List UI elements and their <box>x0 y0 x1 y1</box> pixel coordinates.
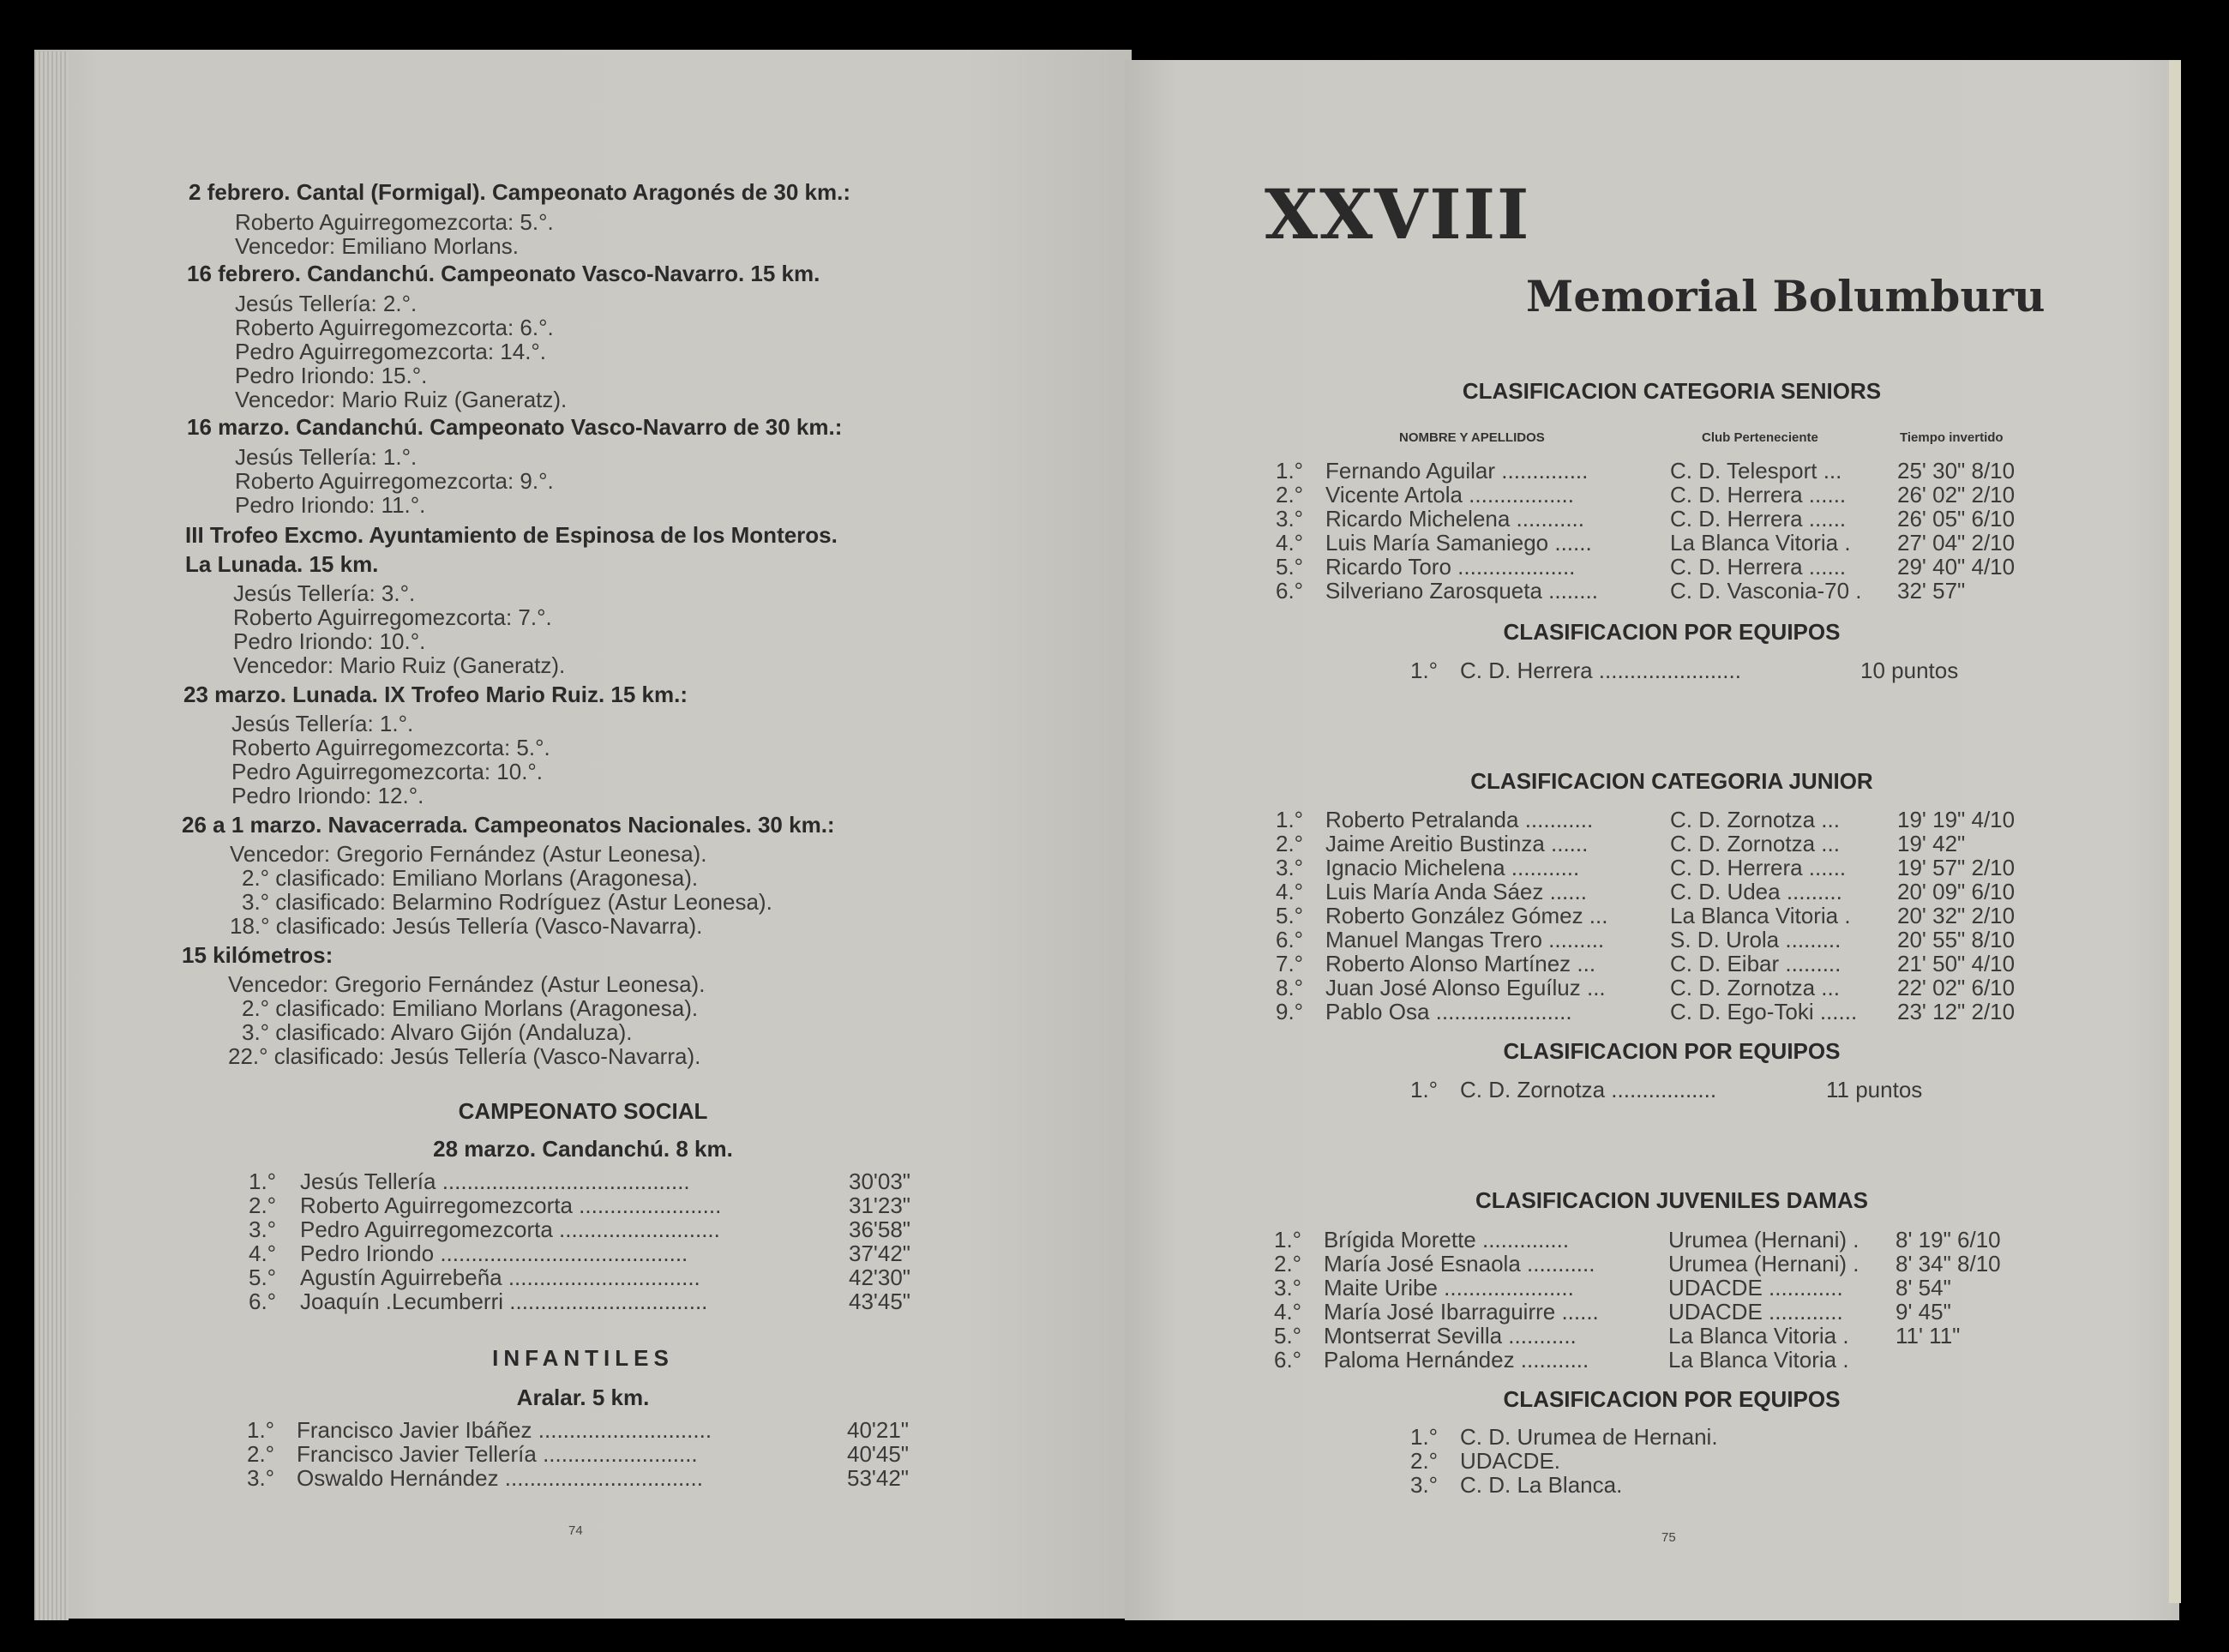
club-cell: C. D. Herrera ...... <box>1670 855 1847 880</box>
position-cell: 4.° <box>1274 1299 1302 1325</box>
points-cell: 10 puntos <box>1860 658 1959 683</box>
table-row <box>249 1265 926 1289</box>
position-cell: 4.° <box>1276 530 1304 556</box>
junior-teams-title: CLASIFICACION POR EQUIPOS <box>1503 1038 1841 1064</box>
position-cell: 2.° <box>1410 1448 1439 1474</box>
table-row <box>249 1169 926 1193</box>
name-cell: Francisco Javier Tellería ......................... <box>297 1441 698 1467</box>
table-row <box>1276 507 2047 531</box>
table-row <box>1276 976 2047 1000</box>
name-cell: María José Esnaola ........... <box>1324 1251 1595 1277</box>
result-line: Roberto Aguirregomezcorta: 9.°. <box>235 468 554 494</box>
table-row <box>249 1217 926 1241</box>
time-cell: 23' 12" 2/10 <box>1897 999 2016 1024</box>
name-cell: Pedro Iriondo ........................................ <box>300 1241 688 1266</box>
club-cell: C. D. Ego-Toki ...... <box>1670 999 1858 1024</box>
table-row <box>249 1241 926 1265</box>
event-heading: 23 marzo. Lunada. IX Trofeo Mario Ruiz. 15 km.: <box>183 682 688 707</box>
club-cell: La Blanca Vitoria . <box>1670 530 1851 556</box>
result-line: Jesús Tellería: 3.°. <box>233 580 416 606</box>
time-cell: 21' 50" 4/10 <box>1897 951 2016 976</box>
result-line: Vencedor: Gregorio Fernández (Astur Leonesa). <box>228 971 706 997</box>
time-cell: 42'30" <box>849 1265 911 1290</box>
position-cell: 7.° <box>1276 951 1304 976</box>
time-cell: 22' 02" 6/10 <box>1897 975 2016 1000</box>
position-cell: 6.° <box>1276 578 1304 604</box>
table-row <box>247 1418 924 1442</box>
seniors-results-table <box>1276 459 2047 603</box>
time-cell: 37'42" <box>849 1241 911 1266</box>
position-cell: 8.° <box>1276 975 1304 1000</box>
junior-results-table <box>1276 808 2047 1024</box>
position-cell: 6.° <box>1276 927 1304 952</box>
table-row <box>1276 856 2047 880</box>
result-line: Roberto Aguirregomezcorta: 5.°. <box>235 209 554 235</box>
time-cell: 30'03" <box>849 1168 911 1194</box>
table-row <box>1410 1078 2010 1102</box>
time-cell: 25' 30" 8/10 <box>1897 458 2016 484</box>
seniors-teams-table <box>1410 658 2010 682</box>
seniors-teams-title: CLASIFICACION POR EQUIPOS <box>1503 619 1841 645</box>
table-row <box>1276 928 2047 952</box>
position-cell: 2.° <box>249 1192 277 1218</box>
club-cell: C. D. Vasconia-70 . <box>1670 578 1862 604</box>
name-cell: Maite Uribe ..................... <box>1324 1275 1574 1301</box>
right-page-number: 75 <box>1661 1530 1676 1545</box>
table-row <box>1274 1300 2046 1324</box>
team-name-cell: C. D. Zornotza ................. <box>1460 1077 1717 1102</box>
club-cell: C. D. Eibar ......... <box>1670 951 1841 976</box>
club-cell: C. D. Herrera ...... <box>1670 506 1847 532</box>
memorial-title: Memorial Bolumburu <box>1526 271 2046 321</box>
time-cell: 26' 02" 2/10 <box>1897 482 2016 508</box>
table-row <box>1276 531 2047 555</box>
table-row <box>1276 880 2047 904</box>
time-cell: 19' 42" <box>1897 831 1966 856</box>
name-cell: Manuel Mangas Trero ......... <box>1325 927 1605 952</box>
table-row <box>1410 1449 2010 1473</box>
position-cell: 3.° <box>247 1465 275 1491</box>
club-cell: C. D. Zornotza ... <box>1670 807 1840 832</box>
left-page-number: 74 <box>568 1523 583 1538</box>
name-cell: Joaquín .Lecumberri ................................ <box>300 1289 708 1314</box>
table-row <box>1410 1425 2010 1449</box>
name-cell: Fernando Aguilar .............. <box>1325 458 1589 484</box>
event-heading: III Trofeo Excmo. Ayuntamiento de Espinosa de los Monteros. <box>185 522 838 548</box>
club-cell: UDACDE ............ <box>1668 1275 1843 1301</box>
position-cell: 3.° <box>1276 506 1304 532</box>
result-line: 2.° clasificado: Emiliano Morlans (Aragonesa). <box>242 995 699 1021</box>
event-heading: 16 febrero. Candanchú. Campeonato Vasco-Navarro. 15 km. <box>187 261 820 286</box>
position-cell: 3.° <box>1410 1472 1439 1498</box>
result-line: Jesús Tellería: 2.°. <box>235 291 418 316</box>
name-cell: Roberto Petralanda ........... <box>1325 807 1594 832</box>
position-cell: 3.° <box>1276 855 1304 880</box>
col-header-time: Tiempo invertido <box>1900 430 2004 445</box>
time-cell: 8' 34" 8/10 <box>1896 1251 2001 1277</box>
position-cell: 1.° <box>1410 1424 1439 1450</box>
result-line: 3.° clasificado: Belarmino Rodríguez (Astur Leonesa). <box>242 889 772 915</box>
table-row <box>1276 808 2047 832</box>
result-line: Vencedor: Gregorio Fernández (Astur Leonesa). <box>230 841 707 867</box>
club-cell: C. D. Udea ......... <box>1670 879 1842 904</box>
damas-teams-title: CLASIFICACION POR EQUIPOS <box>1503 1386 1841 1412</box>
position-cell: 1.° <box>247 1417 275 1443</box>
table-row <box>1274 1276 2046 1300</box>
time-cell: 32' 57" <box>1897 578 1966 604</box>
team-name-cell: C. D. Urumea de Hernani. <box>1460 1424 1718 1450</box>
name-cell: Francisco Javier Ibáñez ............................ <box>297 1417 712 1443</box>
result-line: Jesús Tellería: 1.°. <box>231 711 414 736</box>
position-cell: 4.° <box>249 1241 277 1266</box>
name-cell: Vicente Artola ................. <box>1325 482 1574 508</box>
time-cell: 43'45" <box>849 1289 911 1314</box>
right-page-edge <box>2169 60 2181 1603</box>
damas-title: CLASIFICACION JUVENILES DAMAS <box>1475 1187 1868 1213</box>
table-row <box>247 1442 924 1466</box>
time-cell: 8' 54" <box>1896 1275 1951 1301</box>
left-page-edge-stack <box>34 51 69 1620</box>
result-line: Pedro Iriondo: 11.°. <box>235 492 426 518</box>
club-cell: C. D. Herrera ...... <box>1670 554 1847 580</box>
time-cell: 36'58" <box>849 1216 911 1242</box>
position-cell: 1.° <box>1410 1077 1439 1102</box>
event-heading: 15 kilómetros: <box>182 942 333 968</box>
name-cell: Ignacio Michelena ........... <box>1325 855 1580 880</box>
table-row <box>1276 459 2047 483</box>
time-cell: 40'45" <box>847 1441 910 1467</box>
time-cell: 40'21" <box>847 1417 910 1443</box>
social-results-table <box>249 1169 926 1313</box>
position-cell: 5.° <box>1274 1323 1302 1349</box>
table-row <box>1276 555 2047 579</box>
time-cell: 9' 45" <box>1896 1299 1951 1325</box>
table-row <box>1276 579 2047 603</box>
name-cell: Luis María Anda Sáez ...... <box>1325 879 1587 904</box>
result-line: Roberto Aguirregomezcorta: 5.°. <box>231 735 550 760</box>
club-cell: La Blanca Vitoria . <box>1668 1323 1849 1349</box>
infantiles-title: INFANTILES <box>492 1345 674 1371</box>
event-heading: 2 febrero. Cantal (Formigal). Campeonato Aragonés de 30 km.: <box>189 179 850 205</box>
result-line: 18.° clasificado: Jesús Tellería (Vasco-Navarra). <box>230 913 703 939</box>
position-cell: 2.° <box>247 1441 275 1467</box>
club-cell: S. D. Urola ......... <box>1670 927 1841 952</box>
result-line: Pedro Iriondo: 12.°. <box>231 783 424 808</box>
team-name-cell: UDACDE. <box>1460 1448 1561 1474</box>
result-line: Vencedor: Mario Ruiz (Ganeratz). <box>235 387 568 412</box>
time-cell: 11' 11" <box>1896 1323 1961 1349</box>
event-heading: La Lunada. 15 km. <box>185 551 379 577</box>
position-cell: 5.° <box>1276 554 1304 580</box>
time-cell: 19' 19" 4/10 <box>1897 807 2016 832</box>
position-cell: 1.° <box>249 1168 277 1194</box>
table-row <box>247 1466 924 1490</box>
time-cell: 53'42" <box>847 1465 910 1491</box>
position-cell: 3.° <box>1274 1275 1302 1301</box>
time-cell: 20' 09" 6/10 <box>1897 879 2016 904</box>
infantiles-results-table <box>247 1418 924 1490</box>
junior-teams-table <box>1410 1078 2010 1102</box>
position-cell: 6.° <box>1274 1347 1302 1373</box>
position-cell: 2.° <box>1276 482 1304 508</box>
result-line: 22.° clasificado: Jesús Tellería (Vasco-Navarra). <box>228 1043 701 1069</box>
position-cell: 2.° <box>1276 831 1304 856</box>
table-row <box>1274 1252 2046 1276</box>
result-line: 3.° clasificado: Alvaro Gijón (Andaluza). <box>242 1019 633 1045</box>
result-line: Vencedor: Emiliano Morlans. <box>235 233 519 259</box>
damas-teams-table <box>1410 1425 2010 1497</box>
result-line: Roberto Aguirregomezcorta: 7.°. <box>233 604 552 630</box>
col-header-name: NOMBRE Y APELLIDOS <box>1399 430 1545 445</box>
table-row <box>1276 952 2047 976</box>
table-row <box>1276 832 2047 856</box>
name-cell: Brígida Morette .............. <box>1324 1227 1570 1253</box>
name-cell: Silveriano Zarosqueta ........ <box>1325 578 1598 604</box>
name-cell: Ricardo Toro ................... <box>1325 554 1576 580</box>
name-cell: Roberto Aguirregomezcorta ....................... <box>300 1192 722 1218</box>
name-cell: Juan José Alonso Eguíluz ... <box>1325 975 1606 1000</box>
position-cell: 2.° <box>1274 1251 1302 1277</box>
club-cell: C. D. Herrera ...... <box>1670 482 1847 508</box>
club-cell: C. D. Telesport ... <box>1670 458 1842 484</box>
name-cell: Pablo Osa ...................... <box>1325 999 1572 1024</box>
name-cell: Jesús Tellería ........................................ <box>300 1168 690 1194</box>
table-row <box>1274 1228 2046 1252</box>
position-cell: 4.° <box>1276 879 1304 904</box>
points-cell: 11 puntos <box>1826 1077 1923 1102</box>
table-row <box>249 1289 926 1313</box>
name-cell: Roberto Alonso Martínez ... <box>1325 951 1596 976</box>
table-row <box>1274 1348 2046 1372</box>
position-cell: 1.° <box>1276 807 1304 832</box>
position-cell: 1.° <box>1410 658 1439 683</box>
club-cell: Urumea (Hernani) . <box>1668 1251 1860 1277</box>
seniors-title: CLASIFICACION CATEGORIA SENIORS <box>1462 378 1882 404</box>
result-line: Vencedor: Mario Ruiz (Ganeratz). <box>233 652 566 678</box>
position-cell: 1.° <box>1276 458 1304 484</box>
table-row <box>1274 1324 2046 1348</box>
social-subtitle: 28 marzo. Candanchú. 8 km. <box>433 1136 733 1162</box>
name-cell: Luis María Samaniego ...... <box>1325 530 1592 556</box>
name-cell: Oswaldo Hernández ................................ <box>297 1465 703 1491</box>
time-cell: 27' 04" 2/10 <box>1897 530 2016 556</box>
result-line: Pedro Iriondo: 10.°. <box>233 628 426 654</box>
event-heading: 16 marzo. Candanchú. Campeonato Vasco-Navarro de 30 km.: <box>187 414 843 440</box>
table-row <box>1276 1000 2047 1024</box>
time-cell: 20' 55" 8/10 <box>1897 927 2016 952</box>
result-line: Jesús Tellería: 1.°. <box>235 444 418 470</box>
result-line: Pedro Iriondo: 15.°. <box>235 363 428 388</box>
result-line: Pedro Aguirregomezcorta: 10.°. <box>231 759 544 784</box>
position-cell: 3.° <box>249 1216 277 1242</box>
team-name-cell: C. D. Herrera ....................... <box>1460 658 1741 683</box>
time-cell: 19' 57" 2/10 <box>1897 855 2016 880</box>
col-header-club: Club Perteneciente <box>1702 430 1818 445</box>
club-cell: La Blanca Vitoria . <box>1668 1347 1849 1373</box>
name-cell: Pedro Aguirregomezcorta .......................... <box>300 1216 720 1242</box>
table-row <box>1276 904 2047 928</box>
position-cell: 5.° <box>1276 903 1304 928</box>
result-line: 2.° clasificado: Emiliano Morlans (Aragonesa). <box>242 865 699 891</box>
name-cell: Montserrat Sevilla ........... <box>1324 1323 1577 1349</box>
club-cell: La Blanca Vitoria . <box>1670 903 1851 928</box>
table-row <box>1410 658 2010 682</box>
position-cell: 9.° <box>1276 999 1304 1024</box>
time-cell: 29' 40" 4/10 <box>1897 554 2016 580</box>
name-cell: Paloma Hernández ........... <box>1324 1347 1589 1373</box>
result-line: Roberto Aguirregomezcorta: 6.°. <box>235 315 554 340</box>
table-row <box>1410 1473 2010 1497</box>
infantiles-subtitle: Aralar. 5 km. <box>516 1385 650 1410</box>
time-cell: 31'23" <box>849 1192 911 1218</box>
chapter-roman-numeral: XXVIII <box>1265 174 1531 255</box>
damas-results-table <box>1274 1228 2046 1372</box>
position-cell: 1.° <box>1274 1227 1302 1253</box>
position-cell: 5.° <box>249 1265 277 1290</box>
name-cell: Agustín Aguirrebeña ............................... <box>300 1265 700 1290</box>
time-cell: 26' 05" 6/10 <box>1897 506 2016 532</box>
event-heading: 26 a 1 marzo. Navacerrada. Campeonatos Nacionales. 30 km.: <box>182 812 835 838</box>
club-cell: C. D. Zornotza ... <box>1670 975 1840 1000</box>
table-row <box>249 1193 926 1217</box>
club-cell: Urumea (Hernani) . <box>1668 1227 1860 1253</box>
time-cell: 8' 19" 6/10 <box>1896 1227 2001 1253</box>
club-cell: C. D. Zornotza ... <box>1670 831 1840 856</box>
social-title: CAMPEONATO SOCIAL <box>458 1098 708 1124</box>
table-row <box>1276 483 2047 507</box>
name-cell: Ricardo Michelena ........... <box>1325 506 1585 532</box>
position-cell: 6.° <box>249 1289 277 1314</box>
team-name-cell: C. D. La Blanca. <box>1460 1472 1623 1498</box>
name-cell: Jaime Areitio Bustinza ...... <box>1325 831 1589 856</box>
result-line: Pedro Aguirregomezcorta: 14.°. <box>235 339 547 364</box>
club-cell: UDACDE ............ <box>1668 1299 1843 1325</box>
name-cell: María José Ibarraguirre ...... <box>1324 1299 1599 1325</box>
name-cell: Roberto González Gómez ... <box>1325 903 1608 928</box>
junior-title: CLASIFICACION CATEGORIA JUNIOR <box>1470 768 1873 794</box>
time-cell: 20' 32" 2/10 <box>1897 903 2016 928</box>
